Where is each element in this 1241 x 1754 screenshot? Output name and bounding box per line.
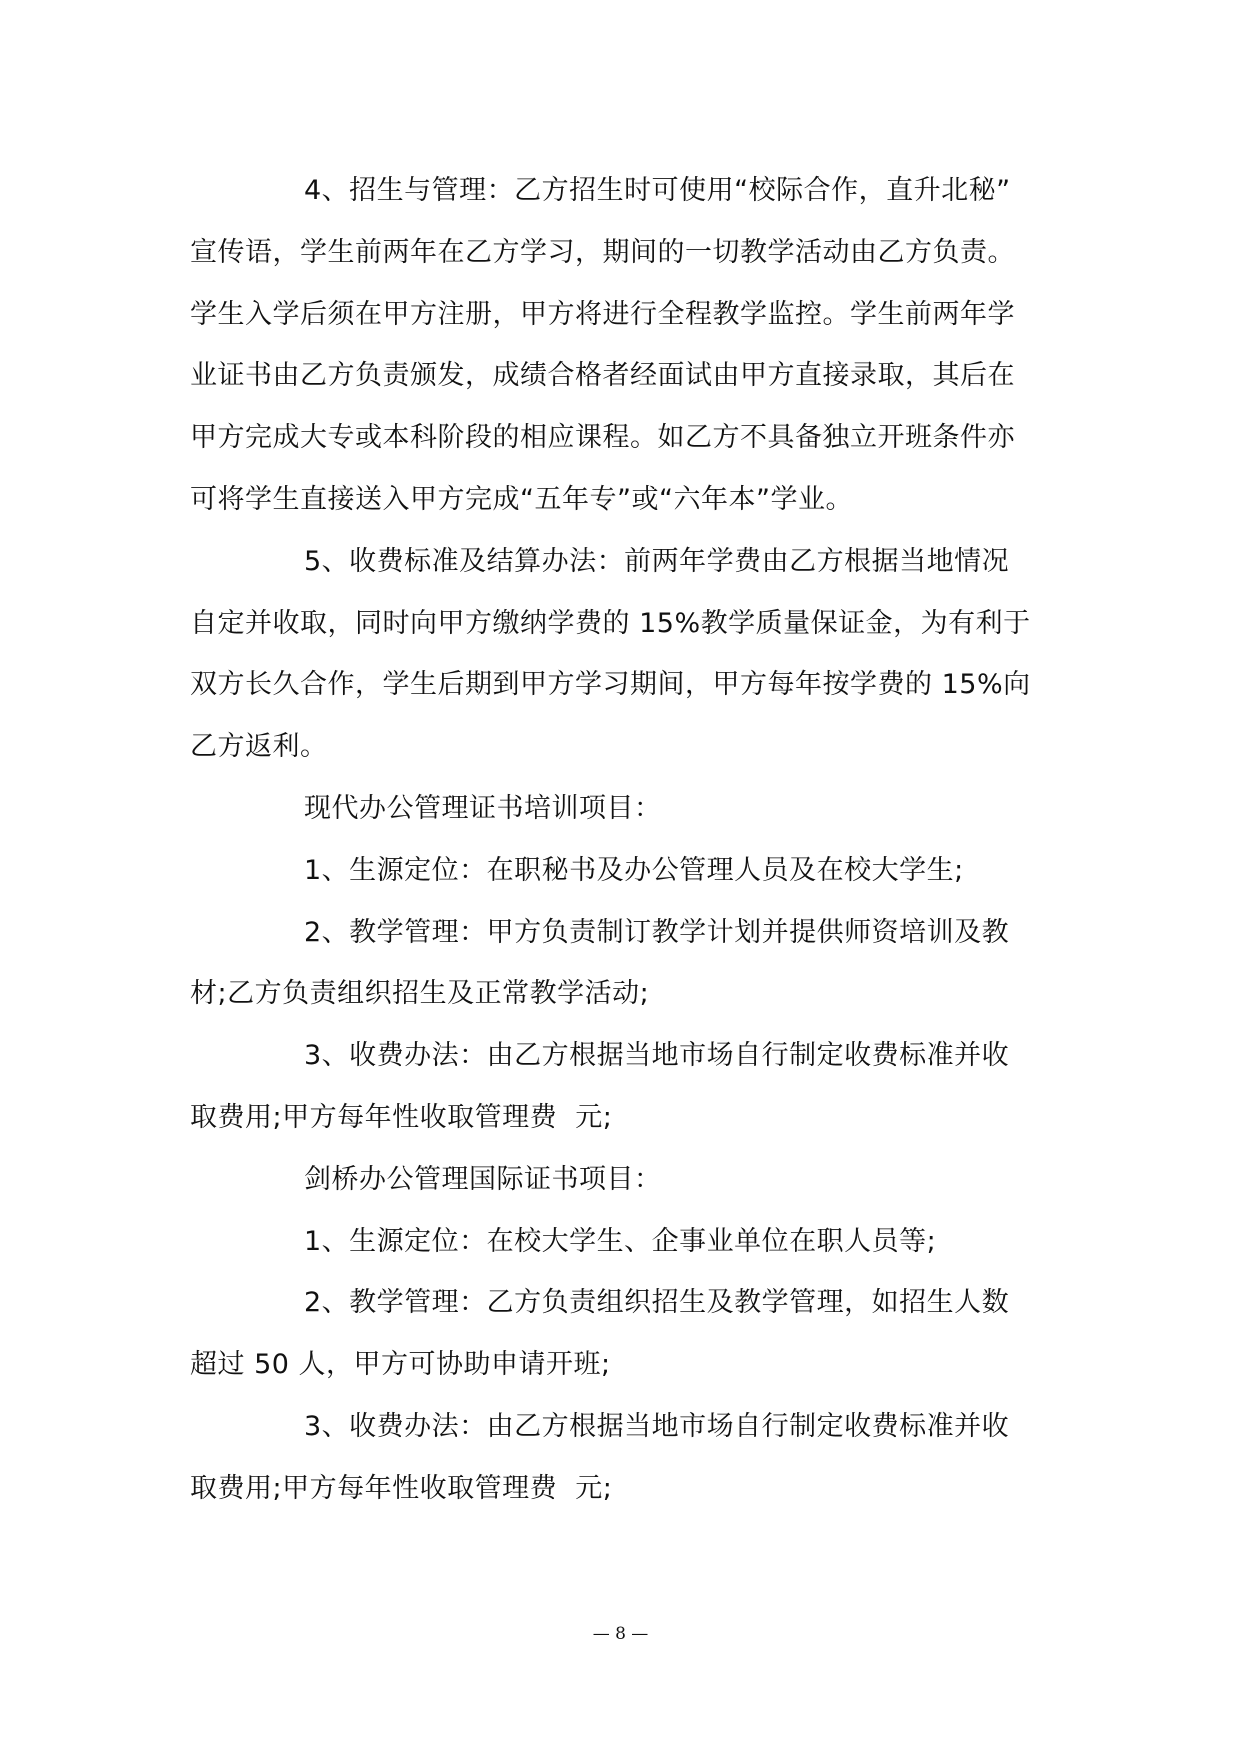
page-number: — 8 — (592, 1624, 649, 1644)
section-heading: 剑桥办公管理国际证书项目： (304, 1163, 662, 1195)
paragraph-line: 甲方完成大专或本科阶段的相应课程。如乙方不具备独立开班条件亦 (190, 422, 1015, 454)
paragraph-line: 1、生源定位：在职秘书及办公管理人员及在校大学生; (304, 854, 964, 886)
paragraph-line: 2、教学管理：乙方负责组织招生及教学管理，如招生人数 (304, 1287, 1010, 1319)
paragraph-line: 3、收费办法：由乙方根据当地市场自行制定收费标准并收 (304, 1410, 1010, 1442)
paragraph-line: 乙方返利。 (190, 731, 328, 763)
paragraph-line: 超过 50 人，甲方可协助申请开班; (190, 1349, 611, 1381)
paragraph-line: 取费用;甲方每年性收取管理费 元; (190, 1472, 613, 1504)
paragraph-line: 4、招生与管理：乙方招生时可使用“校际合作，直升北秘” (304, 175, 1011, 206)
paragraph-line: 可将学生直接送入甲方完成“五年专”或“六年本”学业。 (190, 483, 853, 515)
paragraph-line: 材;乙方负责组织招生及正常教学活动; (190, 978, 650, 1010)
paragraph-line: 1、生源定位：在校大学生、企事业单位在职人员等; (304, 1225, 937, 1257)
paragraph-line: 5、收费标准及结算办法：前两年学费由乙方根据当地情况 (304, 545, 1010, 577)
paragraph-line: 取费用;甲方每年性收取管理费 元; (190, 1101, 613, 1133)
document-body (190, 160, 1052, 1520)
paragraph-line: 3、收费办法：由乙方根据当地市场自行制定收费标准并收 (304, 1040, 1010, 1072)
paragraph-line: 宣传语，学生前两年在乙方学习，期间的一切教学活动由乙方负责。 (190, 236, 1015, 268)
paragraph-line: 双方长久合作，学生后期到甲方学习期间，甲方每年按学费的 15%向 (190, 669, 1031, 701)
paragraph-line: 2、教学管理：甲方负责制订教学计划并提供师资培训及教 (304, 916, 1010, 948)
section-heading: 现代办公管理证书培训项目： (304, 792, 662, 824)
paragraph-line: 自定并收取，同时向甲方缴纳学费的 15%教学质量保证金，为有利于 (190, 607, 1031, 639)
paragraph-line: 学生入学后须在甲方注册，甲方将进行全程教学监控。学生前两年学 (190, 298, 1015, 330)
paragraph-line: 业证书由乙方负责颁发，成绩合格者经面试由甲方直接录取，其后在 (190, 360, 1015, 392)
